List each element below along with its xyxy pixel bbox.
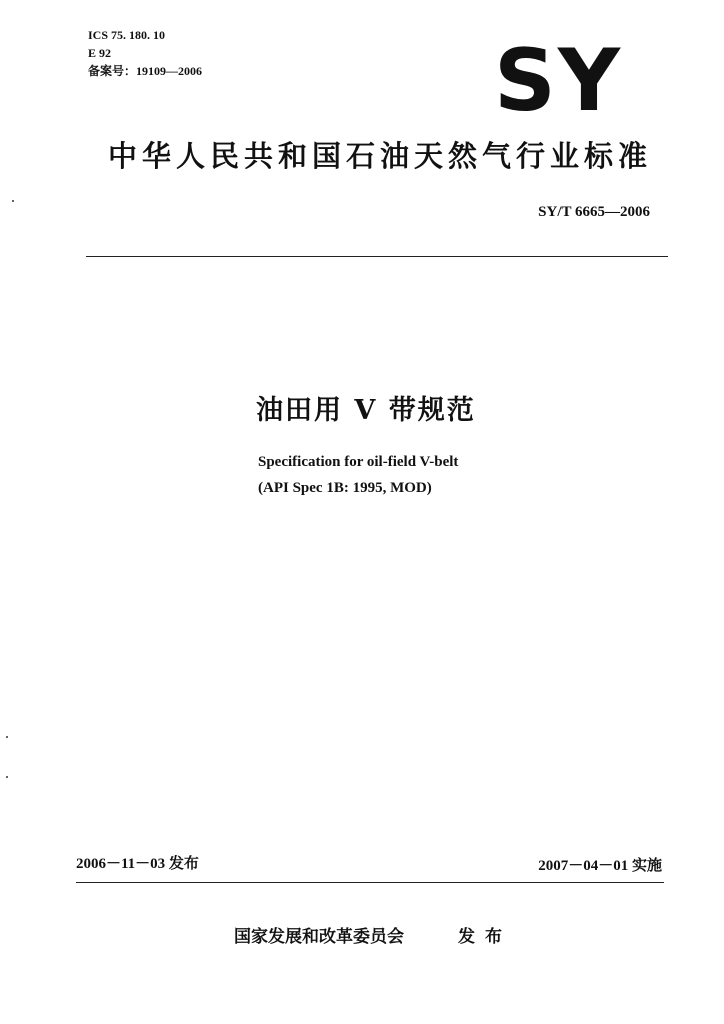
issuer-action: 发布 (458, 927, 512, 947)
standard-number: SY/T 6665—2006 (538, 204, 650, 220)
sy-logo (494, 32, 624, 122)
document-title-cn: 油田用 V 带规范 (256, 395, 476, 426)
issue-date: 2006－11－03 发布 (76, 856, 199, 872)
ics-code: ICS 75. 180. 10 (88, 28, 166, 42)
scan-speck (6, 776, 8, 778)
scan-speck (6, 736, 8, 738)
header-title: 中华人民共和国石油天然气行业标准 (108, 139, 653, 173)
top-rule (86, 256, 668, 257)
record-number: 备案号：19109—2006 (88, 64, 203, 78)
scan-speck (12, 200, 14, 202)
sy-logo-text: SY (494, 32, 622, 122)
effective-date: 2007－04－01 实施 (538, 858, 662, 874)
adoption-reference: (API Spec 1B: 1995, MOD) (258, 480, 432, 496)
document-title-en: Specification for oil-field V-belt (258, 454, 459, 470)
issuer-name: 国家发展和改革委员会 (234, 927, 404, 947)
bottom-rule (76, 882, 664, 883)
category-code: E 92 (88, 46, 112, 60)
